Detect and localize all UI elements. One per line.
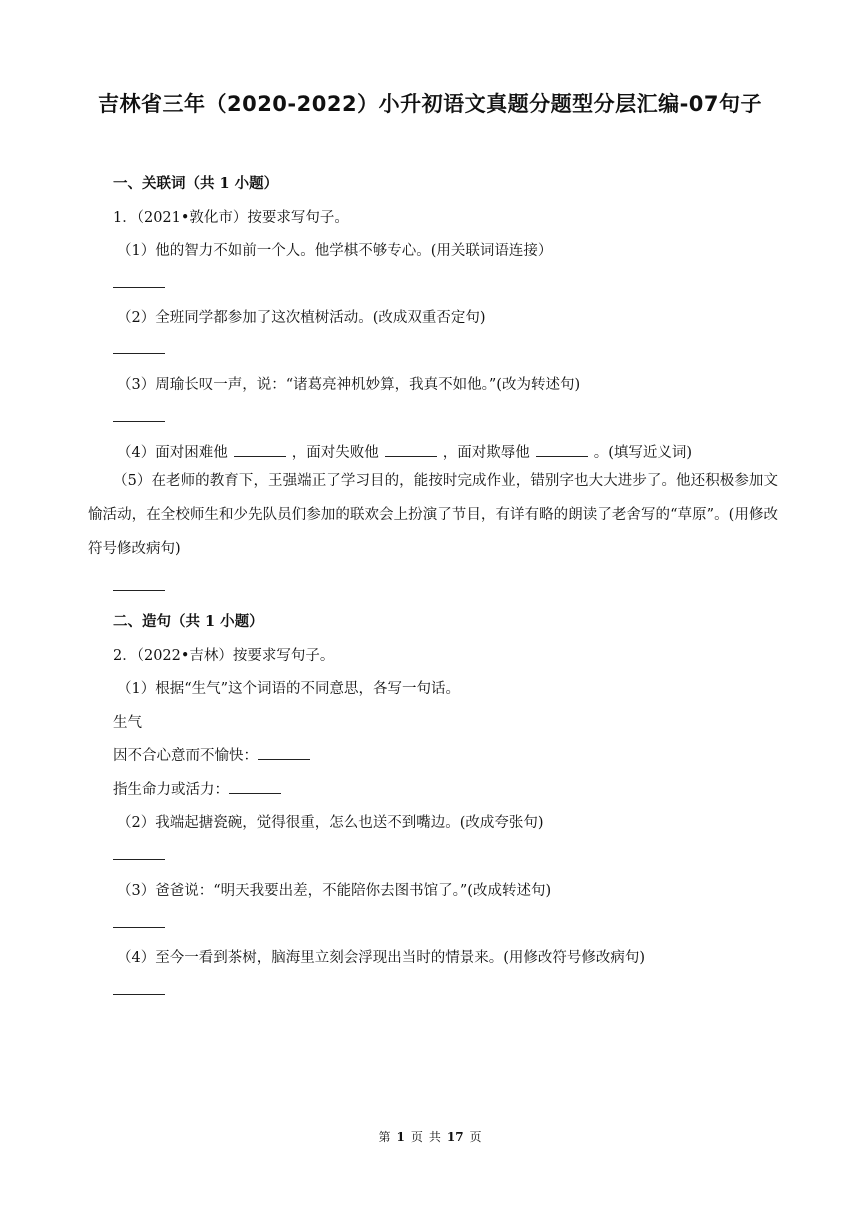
- answer-blank[interactable]: [536, 444, 588, 457]
- total-pages: 17: [446, 1130, 464, 1144]
- document-title: 吉林省三年（2020-2022）小升初语文真题分题型分层汇编-07句子: [97, 92, 763, 116]
- question-1-part-5: （5）在老师的教育下，王强端正了学习目的，能按时完成作业，错别字也大大进步了。他还积极参加文愉活动，在全校师生和少先队员们参加的联欢会上扮演了节目，有详有略的朗读了老舍写的“草原”。(用修改符号修改病句): [88, 473, 778, 557]
- answer-blank[interactable]: [258, 747, 310, 760]
- answer-blank[interactable]: [113, 590, 165, 591]
- footer-text-ye: 页: [410, 1130, 423, 1144]
- meaning-2-line: [113, 778, 287, 799]
- question-1-part-4: [117, 441, 692, 462]
- meaning-1-line: [113, 744, 316, 765]
- part-4-text-a: （4）面对困难他: [117, 445, 228, 461]
- footer-text-di: 第: [378, 1130, 391, 1144]
- section-heading-conjunctions: 一、关联词（共 1 小题）: [113, 175, 279, 192]
- answer-blank[interactable]: [385, 444, 437, 457]
- question-2-part-4: （4）至今一看到茶树，脑海里立刻会浮现出当时的情景来。(用修改符号修改病句): [117, 950, 646, 966]
- answer-blank[interactable]: [234, 444, 286, 457]
- part-4-text-b: ，面对失败他: [291, 445, 379, 461]
- vocabulary-word: 生气: [113, 715, 142, 731]
- meaning-2-label: 指生命力或活力：: [113, 782, 229, 798]
- question-1-part-2: （2）全班同学都参加了这次植树活动。(改成双重否定句): [117, 310, 486, 326]
- answer-blank[interactable]: [113, 859, 165, 860]
- page-footer: [0, 1128, 860, 1145]
- question-2-part-2: （2）我端起搪瓷碗，觉得很重，怎么也送不到嘴边。(改成夸张句): [117, 815, 544, 831]
- part-4-text-c: ，面对欺辱他: [442, 445, 530, 461]
- question-2-stem: 2．（2022•吉林）按要求写句子。: [113, 648, 335, 664]
- question-1-part-1: （1）他的智力不如前一个人。他学棋不够专心。(用关联词语连接）: [117, 243, 553, 259]
- answer-blank[interactable]: [113, 994, 165, 995]
- section-heading-sentence-making: 二、造句（共 1 小题）: [113, 613, 264, 630]
- question-1-stem: 1．（2021•敦化市）按要求写句子。: [113, 210, 349, 226]
- answer-blank[interactable]: [229, 781, 281, 794]
- footer-text-ye-2: 页: [469, 1130, 482, 1144]
- question-1-part-3: （3）周瑜长叹一声，说：“诸葛亮神机妙算，我真不如他。”(改为转述句): [117, 377, 581, 393]
- footer-text-gong: 共: [428, 1130, 441, 1144]
- question-2-part-3: （3）爸爸说：“明天我要出差，不能陪你去图书馆了。”(改成转述句): [117, 883, 552, 899]
- part-4-text-d: 。(填写近义词): [593, 445, 693, 461]
- meaning-1-label: 因不合心意而不愉快：: [113, 748, 258, 764]
- answer-blank[interactable]: [113, 287, 165, 288]
- question-2-part-1: （1）根据“生气”这个词语的不同意思，各写一句话。: [117, 681, 461, 697]
- answer-blank[interactable]: [113, 421, 165, 422]
- answer-blank[interactable]: [113, 927, 165, 928]
- answer-blank[interactable]: [113, 353, 165, 354]
- page-number: 1: [396, 1130, 405, 1144]
